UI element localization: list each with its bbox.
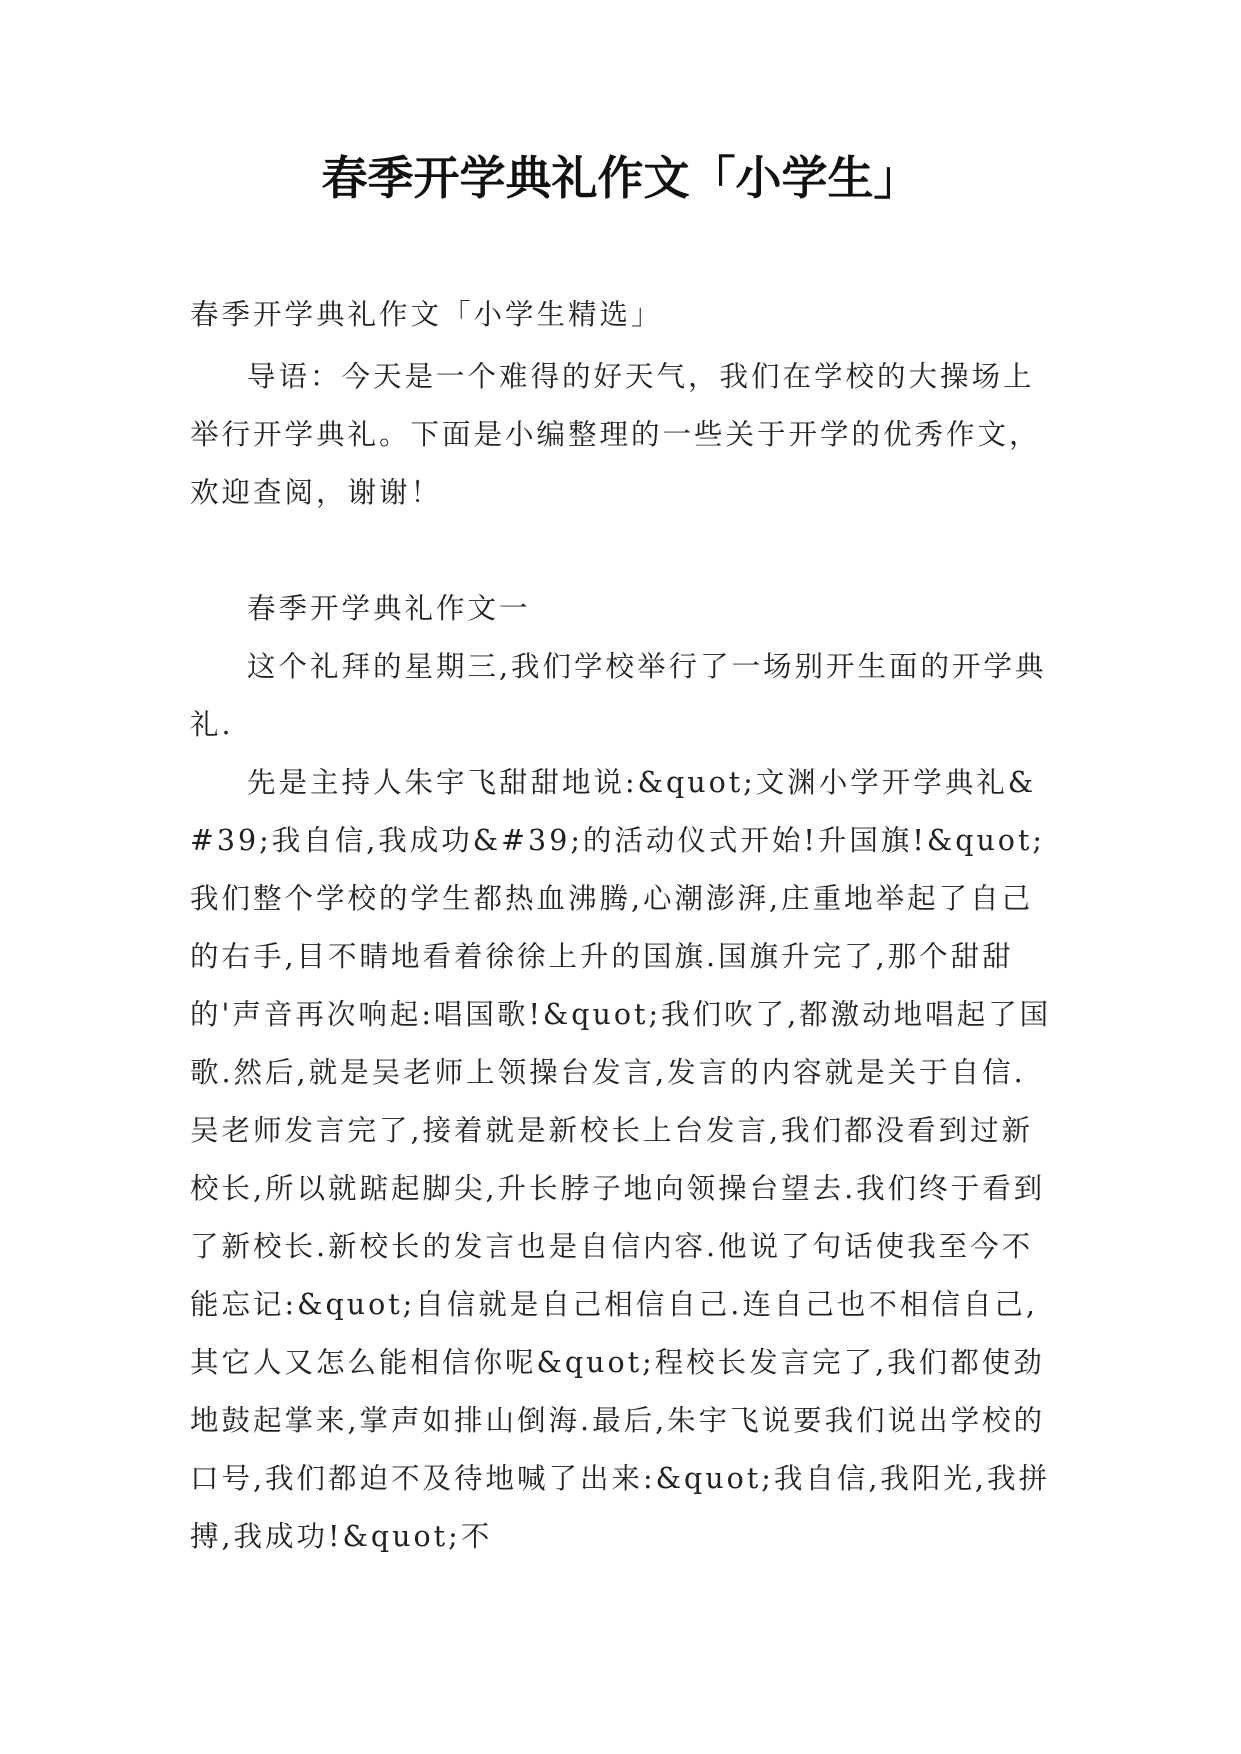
document-body (190, 286, 1056, 1566)
document-subtitle: 春季开学典礼作文「小学生精选」 (190, 298, 663, 331)
body-paragraph-1: 这个礼拜的星期三,我们学校举行了一场别开生面的开学典礼. (190, 650, 1047, 741)
intro-paragraph: 导语：今天是一个难得的好天气，我们在学校的大操场上举行开学典礼。下面是小编整理的一些关于开学的优秀作文，欢迎查阅，谢谢！ (190, 360, 1041, 509)
paragraph-spacer (190, 522, 1056, 580)
section-heading: 春季开学典礼作文一 (247, 592, 531, 625)
document-title: 春季开学典礼作文「小学生」 (321, 151, 920, 205)
body-paragraph-2: 先是主持人朱宇飞甜甜地说:&quot;文渊小学开学典礼&#39;我自信,我成功&#39;的活动仪式开始!升国旗!&quot;我们整个学校的学生都热血沸腾,心潮澎湃,庄重地举起了自己的右手,目不睛地看着徐徐上升的国旗.国旗升完了,那个甜甜的'声音再次响起:唱国歌!&quot;我们吹了,都激动地唱起了国歌.然后,就是吴老师上领操台发言,发言的内容就是关于自信.吴老师发言完了,接着就是新校长上台发言,我们都没看到过新校长,所以就踮起脚尖,升长脖子地向领操台望去.我们终于看到了新校长.新校长的发言也是自信内容.他说了句话使我至今不能忘记:&quot;自信就是自己相信自己.连自己也不相信自己,其它人又怎么能相信你呢&quot;程校长发言完了,我们都使劲地鼓起掌来,掌声如排山倒海.最后,朱宇飞说要我们说出学校的口号,我们都迫不及待地喊了出来:&quot;我自信,我阳光,我拼搏,我成功!&quot;不 (190, 766, 1052, 1553)
